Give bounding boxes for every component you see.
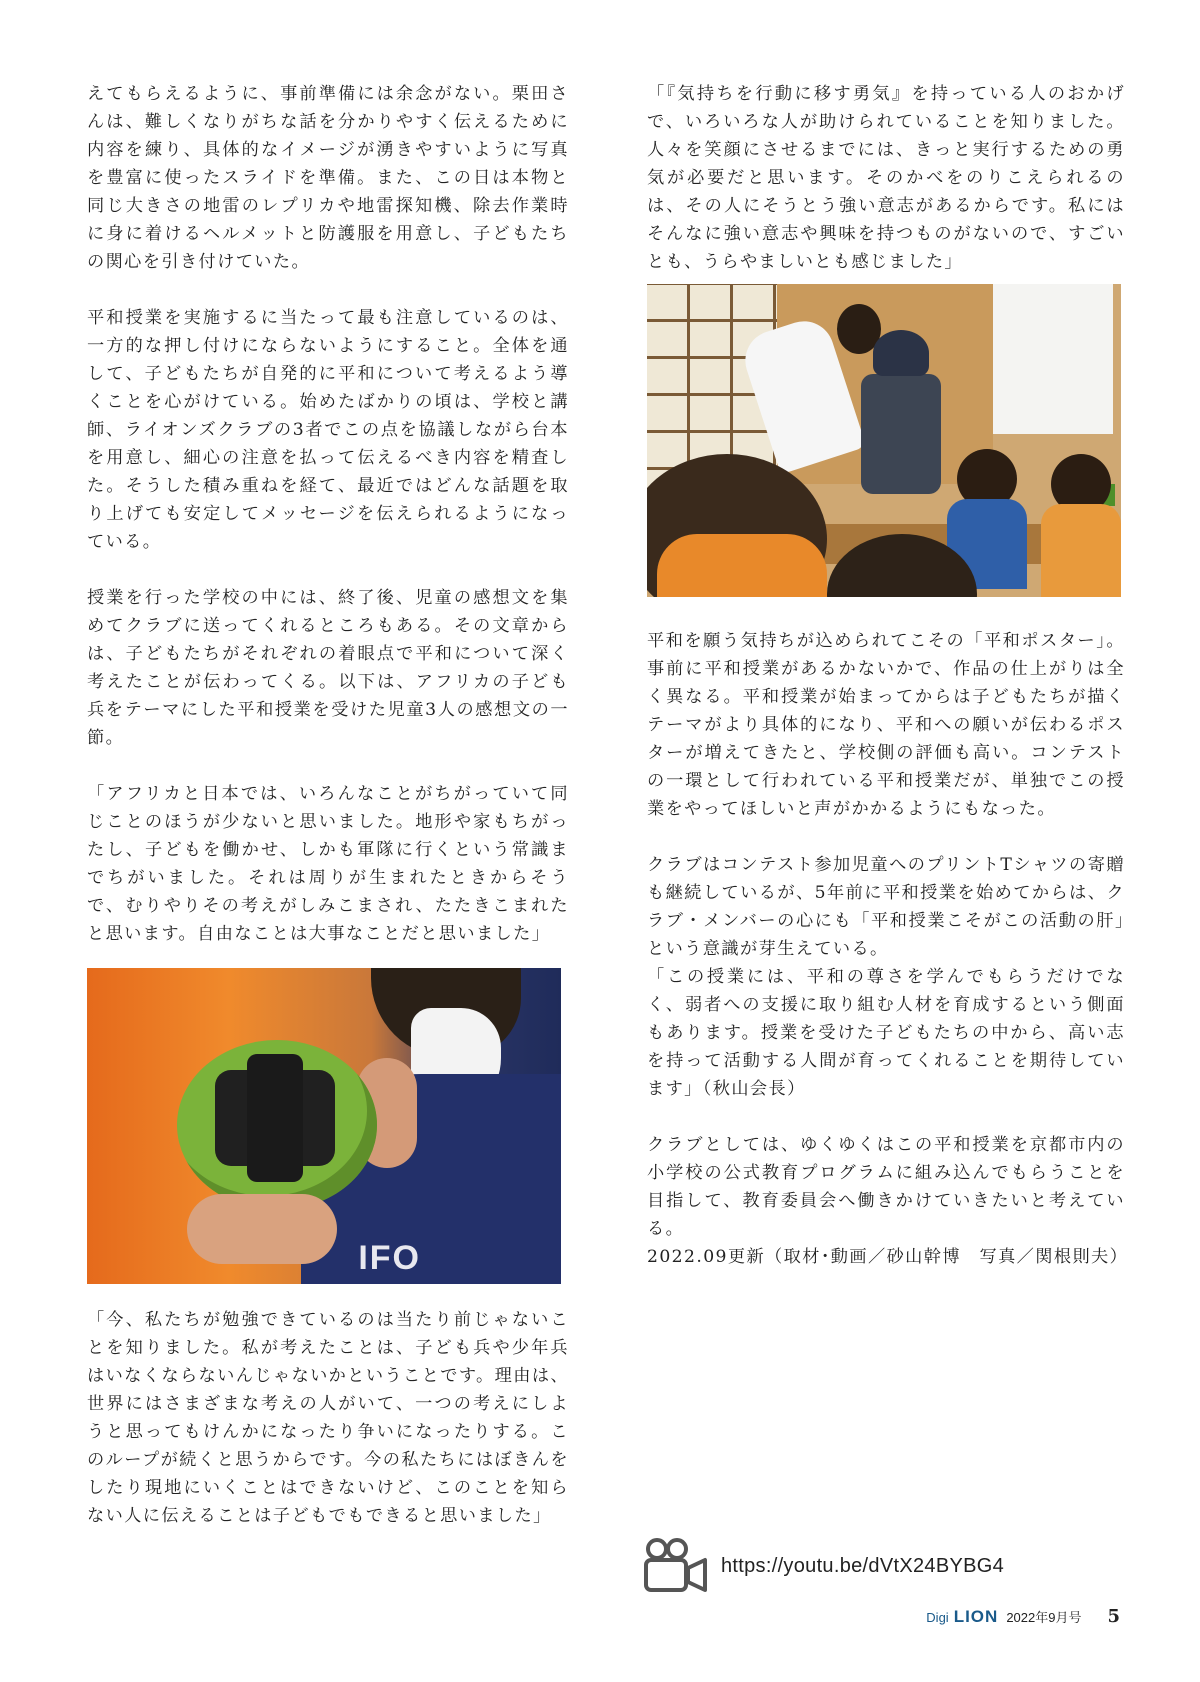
right-paragraph-5: クラブとしては、ゆくゆくはこの平和授業を京都市内の小学校の公式教育プログラムに組み込んでもらうことを目指して、教育委員会へ働きかけていきたいと考えている。 [647,1135,1125,1239]
left-quote-2: 「今、私たちが勉強できているのは当たり前じゃないことを知りました。私が考えたことは、子ども兵や少年兵はいなくならないんじゃないかということです。理由は、世界にはさまざまな考えの人がいて、一つの考えにしようと思ってもけんかになったり争いになったりする。このループが続くと思うからです。今の私たちにはぼきんをしたり現地にいくことはできないけど、このことを知らない人に伝えることは子どもでもできると思いました」 [87,1310,569,1526]
video-camera-icon [643,1538,709,1594]
page-footer [926,1606,1120,1627]
video-url[interactable]: https://youtu.be/dVtX24BYBG4 [721,1554,1005,1577]
footer-digi: Digi [926,1610,949,1625]
landmine-replica-photo [87,968,561,1284]
video-link[interactable] [643,1538,1004,1594]
left-column [87,80,569,1530]
left-paragraph-3: 授業を行った学校の中には、終了後、児童の感想文を集めてクラブに送ってくれるところもある。その文章からは、子どもたちがそれぞれの着眼点で平和について深く考えたことが伝わってくる。以下は、アフリカの子ども兵をテーマにした平和授業を受けた児童3人の感想文の一節。 [87,588,569,748]
right-paragraph-4: 「この授業には、平和の尊さを学んでもらうだけでなく、弱者への支援に取り組む人材を育成するという側面もあります。授業を受けた子どもたちの中から、高い志を持って活動する人間が育ってくれることを期待しています」（秋山会長） [647,967,1125,1099]
credit-line: 2022.09更新（取材･動画／砂山幹博 写真／関根則夫） [647,1247,1129,1267]
footer-issue: 2022年9月号 [1006,1610,1082,1625]
right-paragraph-2: 平和を願う気持ちが込められてこその「平和ポスター」。事前に平和授業があるかないかで、作品の仕上がりは全く異なる。平和授業が始まってからは子どもたちが描くテーマがより具体的になり、平和への願いが伝わるポスターが増えてきたと、学校側の評価も高い。コンテストの一環として行われている平和授業だが、単独でこの授業をやってほしいと声がかかるようにもなった。 [647,631,1125,819]
footer-lion-logo: LION [953,1607,999,1626]
left-quote-1: 「アフリカと日本では、いろんなことがちがっていて同じことのほうが少ないと思いました。地形や家もちがったし、子どもを働かせ、しかも軍隊に行くという常識までちがいました。それは周りが生まれたときからそうで、むりやりその考えがしみこまされ、たたきこまれたと思います。自由なことは大事なことだと思いました」 [87,784,569,944]
left-paragraph-2: 平和授業を実施するに当たって最も注意しているのは、一方的な押し付けにならないようにすること。全体を通して、子どもたちが自発的に平和について考えるよう導くことを心がけている。始めたばかりの頃は、学校と講師、ライオンズクラブの3者でこの点を協議しながら台本を用意し、細心の注意を払って伝えるべき内容を精査した。そうした積み重ねを経て、最近ではどんな話題を取り上げても安定してメッセージを伝えられるようになっている。 [87,308,569,552]
right-column [647,80,1129,1271]
photo-shirt-lettering: IFO [358,1239,421,1277]
classroom-photo [647,284,1121,597]
right-quote-3: 「『気持ちを行動に移す勇気』を持っている人のおかげで、いろいろな人が助けられていることを知りました。人々を笑顔にさせるまでには、きっと実行するための勇気が必要だと思います。そのかべをのりこえられるのは、その人にそうとう強い意志があるからです。私にはそんなに強い意志や興味を持つものがないので、すごいとも、うらやましいとも感じました」 [647,84,1125,272]
page-number: 5 [1107,1606,1120,1627]
right-paragraph-3: クラブはコンテスト参加児童へのプリントTシャツの寄贈も継続しているが、5年前に平和授業を始めてからは、クラブ・メンバーの心にも「平和授業こそがこの活動の肝」という意識が芽生えている。 [647,855,1125,959]
left-paragraph-1: えてもらえるように、事前準備には余念がない。栗田さんは、難しくなりがちな話を分かりやすく伝えるために内容を練り、具体的なイメージが湧きやすいように写真を豊富に使ったスライドを準備。また、この日は本物と同じ大きさの地雷のレプリカや地雷探知機、除去作業時に身に着けるヘルメットと防護服を用意し、子どもたちの関心を引き付けていた。 [87,84,569,272]
